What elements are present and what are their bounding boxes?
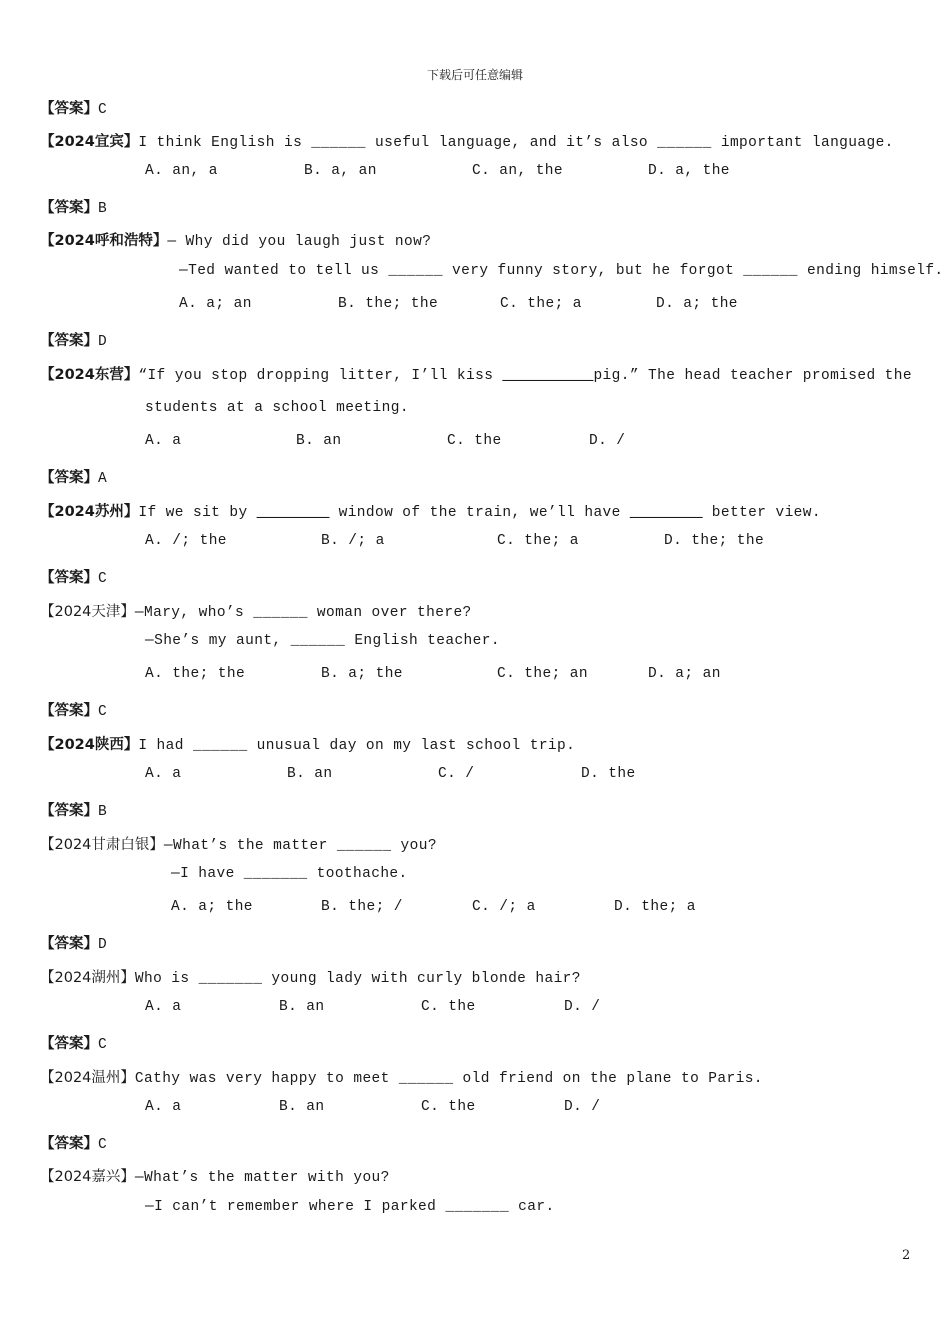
option-b: B. the; the [338, 296, 439, 312]
question-dongying [40, 363, 912, 384]
answer-line [40, 1032, 107, 1053]
question-jiaxing [40, 1165, 390, 1186]
question-tag: 【2024呼和浩特】 [40, 233, 168, 249]
question-stem-line2: —She’s my aunt, ______ English teacher. [145, 633, 500, 649]
option-c: C. /; a [472, 899, 536, 915]
answer-line [40, 97, 107, 118]
option-d: D. / [564, 1099, 601, 1115]
option-b: B. an [279, 999, 325, 1015]
option-a: A. a [145, 433, 182, 449]
question-tag: 【2024陕西】 [40, 737, 139, 753]
option-a: A. a; an [179, 296, 252, 312]
option-c: C. the [447, 433, 502, 449]
answer-value: C [98, 704, 107, 720]
answer-label: 【答案】 [40, 803, 98, 819]
question-tag: 【2024东营】 [40, 367, 139, 383]
question-stem-line2: —Ted wanted to tell us ______ very funny story, but he forgot ______ ending himself. [179, 263, 944, 279]
question-tag: 【2024苏州】 [40, 504, 139, 520]
option-b: B. a, an [304, 163, 377, 179]
question-huzhou [40, 966, 581, 987]
answer-line [40, 699, 107, 720]
answer-line [40, 799, 107, 820]
page-number: 2 [902, 1248, 911, 1263]
option-c: C. the; a [500, 296, 582, 312]
question-tag: 【2024甘肃白银】 [40, 837, 164, 853]
question-huhehaote [40, 229, 431, 250]
question-tag: 【2024宜宾】 [40, 134, 139, 150]
answer-label: 【答案】 [40, 570, 98, 586]
answer-value: B [98, 804, 107, 820]
answer-label: 【答案】 [40, 333, 98, 349]
answer-line [40, 932, 107, 953]
option-d: D. / [564, 999, 601, 1015]
answer-label: 【答案】 [40, 936, 98, 952]
question-shaanxi [40, 733, 575, 754]
question-stem: —Mary, who’s ______ woman over there? [134, 605, 472, 621]
answer-line [40, 466, 107, 487]
question-stem-line2: —I have _______ toothache. [171, 866, 408, 882]
option-c: C. the [421, 1099, 476, 1115]
answer-label: 【答案】 [40, 703, 98, 719]
question-stem: Cathy was very happy to meet ______ old friend on the plane to Paris. [134, 1071, 763, 1087]
answer-value: C [98, 102, 107, 118]
question-stem: — Why did you laugh just now? [167, 234, 432, 250]
answer-blank: ________ [256, 505, 330, 521]
question-tag: 【2024嘉兴】 [40, 1169, 135, 1185]
question-tag: 【2024温州】 [40, 1070, 135, 1086]
answer-label: 【答案】 [40, 101, 98, 117]
question-stem: I had ______ unusual day on my last school trip. [138, 738, 576, 754]
option-b: B. /; a [321, 533, 385, 549]
question-gansu-baiyin [40, 833, 437, 854]
option-d: D. the; the [664, 533, 765, 549]
answer-value: D [98, 334, 107, 350]
option-d: D. a; the [656, 296, 738, 312]
option-a: A. an, a [145, 163, 218, 179]
option-a: A. a [145, 999, 182, 1015]
question-stem: —What’s the matter ______ you? [163, 838, 437, 854]
answer-value: B [98, 201, 107, 217]
option-b: B. an [287, 766, 333, 782]
question-stem-line2: students at a school meeting. [145, 400, 409, 416]
page-header: 下载后可任意编辑 [426, 68, 523, 82]
option-b: B. the; / [321, 899, 403, 915]
answer-label: 【答案】 [40, 470, 98, 486]
question-stem-line2: —I can’t remember where I parked _______ car. [145, 1199, 555, 1215]
answer-blank: __________ [502, 368, 594, 384]
answer-value: A [98, 471, 107, 487]
answer-line [40, 1132, 107, 1153]
option-c: C. the; an [497, 666, 589, 682]
option-d: D. the; a [614, 899, 696, 915]
option-b: B. a; the [321, 666, 403, 682]
question-stem: “If you stop dropping litter, I’ll kiss [138, 368, 503, 384]
option-a: A. the; the [145, 666, 246, 682]
answer-blank: ________ [629, 505, 703, 521]
answer-line [40, 566, 107, 587]
option-a: A. a [145, 766, 182, 782]
question-stem-cont: window of the train, we’ll have [329, 505, 630, 521]
answer-value: D [98, 937, 107, 953]
option-a: A. a; the [171, 899, 253, 915]
answer-label: 【答案】 [40, 1136, 98, 1152]
answer-label: 【答案】 [40, 200, 98, 216]
option-b: B. an [279, 1099, 325, 1115]
answer-value: C [98, 1137, 107, 1153]
option-d: D. a, the [648, 163, 730, 179]
option-a: A. a [145, 1099, 182, 1115]
option-a: A. /; the [145, 533, 227, 549]
question-tag: 【2024湖州】 [40, 970, 135, 986]
question-yibin [40, 130, 894, 151]
answer-value: C [98, 571, 107, 587]
question-stem: —What’s the matter with you? [134, 1170, 390, 1186]
question-wenzhou [40, 1066, 763, 1087]
question-stem: If we sit by [138, 505, 257, 521]
answer-label: 【答案】 [40, 1036, 98, 1052]
question-stem: I think English is ______ useful language, and it’s also ______ important language. [138, 135, 894, 151]
question-stem-cont: pig.” The head teacher promised the [593, 368, 912, 384]
option-c: C. an, the [472, 163, 564, 179]
question-tianjin [40, 600, 472, 621]
answer-line [40, 329, 107, 350]
question-stem-end: better view. [702, 505, 821, 521]
option-c: C. the [421, 999, 476, 1015]
question-stem: Who is _______ young lady with curly blonde hair? [134, 971, 581, 987]
option-d: D. a; an [648, 666, 721, 682]
option-b: B. an [296, 433, 342, 449]
option-c: C. the; a [497, 533, 579, 549]
option-c: C. / [438, 766, 475, 782]
option-d: D. the [581, 766, 636, 782]
question-suzhou [40, 500, 821, 521]
answer-value: C [98, 1037, 107, 1053]
answer-line [40, 196, 107, 217]
question-tag: 【2024天津】 [40, 604, 135, 620]
option-d: D. / [589, 433, 626, 449]
